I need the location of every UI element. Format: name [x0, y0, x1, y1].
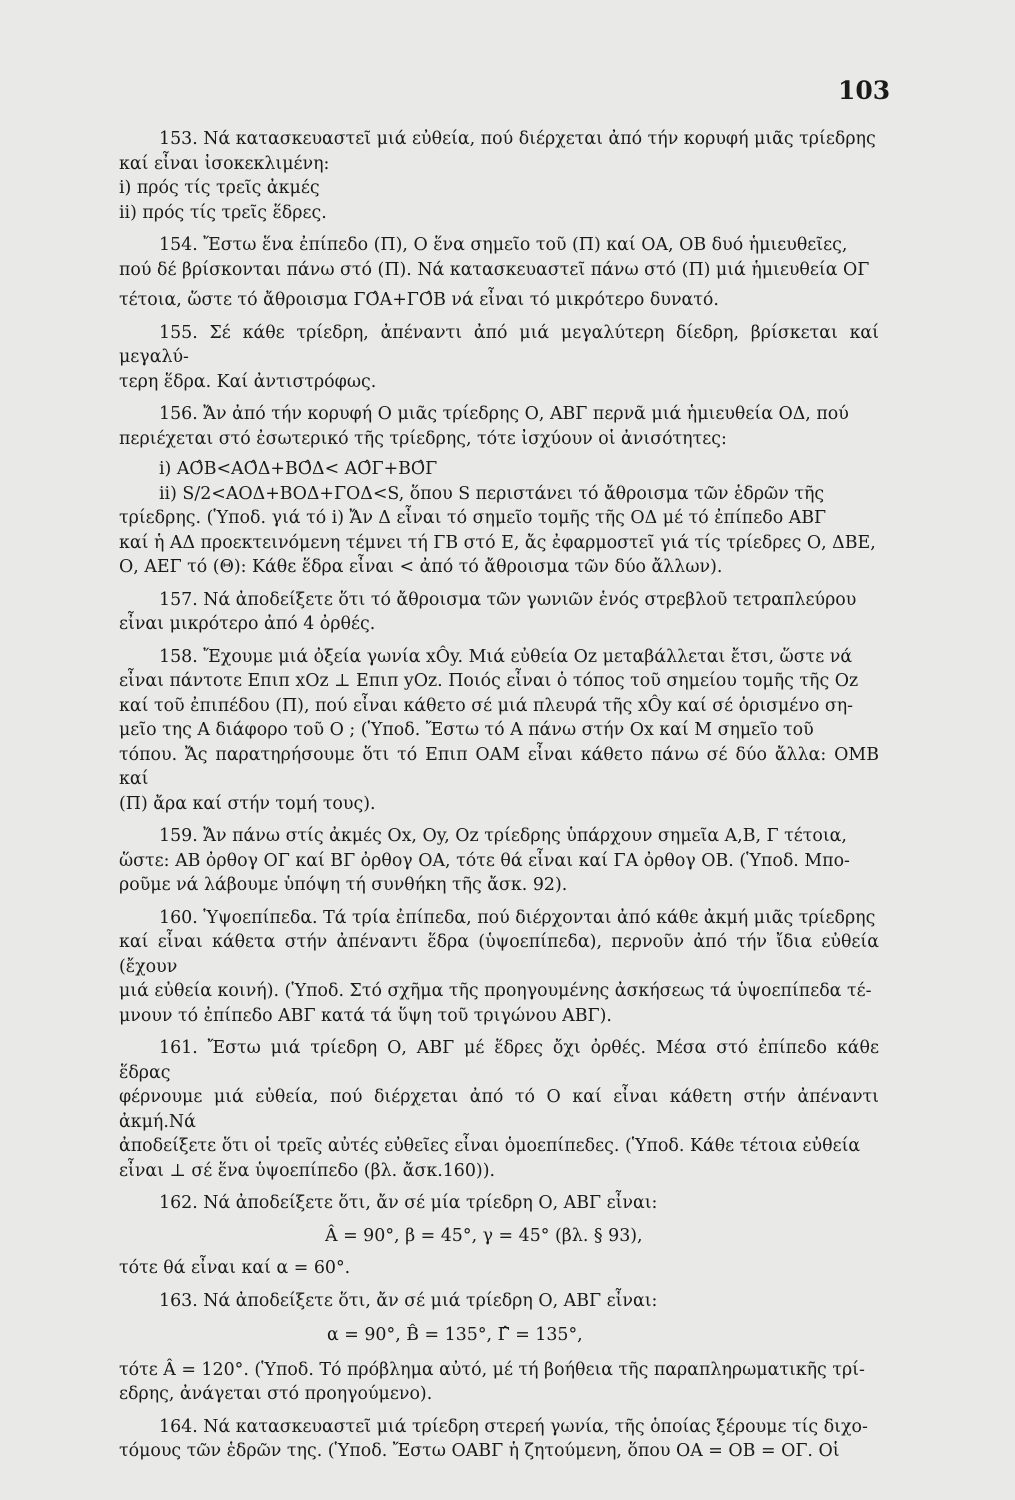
exercise-159 [119, 824, 879, 898]
exercise-163 [119, 1289, 879, 1407]
text-line: εἶναι πάντοτε Επιπ xOz ⊥ Επιπ yOz. Ποιός εἶναι ὁ τόπος τοῦ σημείου τομῆς τῆς Οz [119, 671, 859, 691]
text-line: 163. Νά ἀποδείξετε ὅτι, ἄν σέ μιά τρίεδρη Ο, ΑΒΓ εἶναι: [159, 1290, 658, 1311]
exercise-153 [119, 127, 879, 225]
text-line: 162. Νά ἀποδείξετε ὅτι, ἄν σέ μία τρίεδρη Ο, ΑΒΓ εἶναι: [159, 1193, 658, 1213]
text-line: ἀποδείξετε ὅτι οἱ τρεῖς αὐτές εὐθεῖες εἶναι ὁμοεπίπεδες. (Ὑποδ. Κάθε τέτοια εὐθεία [119, 1136, 861, 1156]
text-line: ὥστε: ΑΒ ὀρθογ ΟΓ καί ΒΓ ὀρθογ ΟΑ, τότε θά εἶναι καί ΓΑ ὀρθογ ΟΒ. (Ὑποδ. Μπο- [119, 850, 850, 871]
text-line: τόπου. Ἄς παρατηρήσουμε ὅτι τό Επιπ ΟΑΜ εἶναι κάθετο πάνω σέ δύο ἄλλα: ΟΜΒ καί [119, 744, 879, 789]
text-line: εἶναι μικρότερο ἀπό 4 ὀρθές. [119, 614, 376, 634]
text-line: (Π) ἄρα καί στήν τομή τους). [119, 793, 376, 814]
formula-line: Â = 90°, β = 45°, γ = 45° (βλ. § 93), [325, 1225, 643, 1246]
text-line: τερη ἕδρα. Καί ἀντιστρόφως. [119, 371, 377, 392]
text-line: 159. Ἄν πάνω στίς ἀκμές Οx, Οy, Οz τρίεδρης ὑπάρχουν σημεῖα Α,Β, Γ τέτοια, [159, 826, 847, 846]
text-line: 161. Ἔστω μιά τρίεδρη Ο, ΑΒΓ μέ ἕδρες ὄχι ὀρθές. Μέσα στό ἐπίπεδο κάθε ἕδρας [119, 1038, 879, 1083]
text-line: 157. Νά ἀποδείξετε ὅτι τό ἄθροισμα τῶν γωνιῶν ἑνός στρεβλοῦ τετραπλεύρου [159, 589, 857, 610]
formula-line: α = 90°, B̂ = 135°, Γ̂ = 135°, [327, 1325, 583, 1345]
text-line: καί τοῦ ἐπιπέδου (Π), πού εἶναι κάθετο σέ μιά πλευρά τῆς xÔy καί σέ ὁρισμένο ση- [119, 695, 854, 716]
text-line: 155. Σέ κάθε τρίεδρη, ἀπέναντι ἀπό μιά μεγαλύτερη δίεδρη, βρίσκεται καί μεγαλύ- [119, 322, 879, 367]
text-line: 154. Ἔστω ἕνα ἐπίπεδο (Π), Ο ἕνα σημεῖο τοῦ (Π) καί ΟΑ, ΟΒ δυό ἡμιευθεῖες, [159, 235, 848, 255]
exercise-list [119, 127, 879, 1472]
text-line: μνουν τό ἐπίπεδο ΑΒΓ κατά τά ὕψη τοῦ τριγώνου ΑΒΓ). [119, 1005, 612, 1026]
text-line: καί εἶναι κάθετα στήν ἀπέναντι ἕδρα (ὑψοεπίπεδα), περνοῦν ἀπό τήν ἴδια εὐθεία (ἔχουν [119, 932, 879, 977]
text-line: ροῦμε νά λάβουμε ὑπόψη τή συνθήκη τῆς ἄσκ. 92). [119, 875, 568, 895]
page-number: 103 [838, 76, 891, 105]
text-line: τόμους τῶν ἑδρῶν της. (Ὑποδ. Ἔστω ΟΑΒΓ ἡ ζητούμενη, ὅπου ΟΑ = ΟΒ = ΟΓ. Οἱ [119, 1441, 840, 1461]
text-line: περιέχεται στό ἐσωτερικό τῆς τρίεδρης, τότε ἰσχύουν οἱ ἀνισότητες: [119, 428, 727, 449]
text-line: τότε θά εἶναι καί α = 60°. [119, 1258, 351, 1278]
text-line: μιά εὐθεία κοινή). (Ὑποδ. Στό σχῆμα τῆς προηγουμένης ἀσκήσεως τά ὑψοεπίπεδα τέ- [119, 981, 872, 1001]
text-line: τέτοια, ὥστε τό ἄθροισμα ΓΟ̂Α+ΓΟ̂Β νά εἶναι τό μικρότερο δυνατό. [119, 290, 719, 310]
text-line: καί εἶναι ἰσοκεκλιμένη: [119, 153, 330, 174]
exercise-157 [119, 588, 879, 637]
text-line: εἶναι ⊥ σέ ἕνα ὑψοεπίπεδο (βλ. ἄσκ.160)). [119, 1160, 496, 1181]
text-line: φέρνουμε μιά εὐθεία, πού διέρχεται ἀπό τό Ο καί εἶναι κάθετη στήν ἀπέναντι ἀκμή.Νά [119, 1087, 879, 1132]
exercise-154 [119, 233, 879, 313]
exercise-158 [119, 645, 879, 817]
exercise-156 [119, 402, 879, 580]
text-line: 158. Ἔχουμε μιά ὀξεία γωνία xÔy. Μιά εὐθεία Οz μεταβάλλεται ἔτσι, ὥστε νά [159, 646, 853, 667]
text-line: 164. Νά κατασκευαστεῖ μιά τρίεδρη στερεή γωνία, τῆς ὁποίας ξέρουμε τίς διχο- [159, 1416, 868, 1437]
text-line: 153. Νά κατασκευαστεῖ μιά εὐθεία, πού διέρχεται ἀπό τήν κορυφή μιᾶς τρίεδρης [159, 129, 876, 149]
text-line: εδρης, ἀνάγεται στό προηγούμενο). [119, 1384, 433, 1404]
text-line: i) ΑΟ̂Β<ΑΟ̂Δ+ΒΟ̂Δ< ΑΟ̂Γ+ΒΟ̂Γ [159, 459, 438, 479]
text-line: τότε Â = 120°. (Ὑποδ. Τό πρόβλημα αὐτό, μέ τή βοήθεια τῆς παραπληρωματικῆς τρί- [119, 1359, 865, 1380]
text-line: ii) S/2<ΑΟΔ+ΒΟΔ+ΓΟΔ<S, ὅπου S περιστάνει τό ἄθροισμα τῶν ἑδρῶν τῆς [159, 483, 825, 504]
text-line: τρίεδρης. (Ὑποδ. γιά τό i) Ἄν Δ εἶναι τό σημεῖο τομῆς τῆς ΟΔ μέ τό ἐπίπεδο ΑΒΓ [119, 508, 827, 528]
text-line: 156. Ἄν ἀπό τήν κορυφή Ο μιᾶς τρίεδρης Ο, ΑΒΓ περνᾶ μιά ἡμιευθεία ΟΔ, πού [159, 404, 849, 424]
exercise-161 [119, 1036, 879, 1183]
text-line: πού δέ βρίσκονται πάνω στό (Π). Νά κατασκευαστεῖ πάνω στό (Π) μιά ἡμιευθεία ΟΓ [119, 259, 870, 280]
text-line: καί ἡ ΑΔ προεκτεινόμενη τέμνει τή ΓΒ στό Ε, ἄς ἐφαρμοστεῖ γιά τίς τρίεδρες Ο, ΔΒΕ, [119, 532, 876, 553]
text-line: 160. Ὑψοεπίπεδα. Τά τρία ἐπίπεδα, πού διέρχονται ἀπό κάθε ἀκμή μιᾶς τρίεδρης [159, 907, 876, 928]
text-line: ii) πρός τίς τρεῖς ἕδρες. [119, 202, 327, 223]
text-line: Ο, ΑΕΓ τό (Θ): Κάθε ἕδρα εἶναι < ἀπό τό ἄθροισμα τῶν δύο ἄλλων). [119, 557, 723, 577]
exercise-162 [119, 1191, 879, 1281]
exercise-155 [119, 321, 879, 395]
exercise-164 [119, 1415, 879, 1464]
text-line: μεῖο της Α διάφορο τοῦ Ο ; (Ὑποδ. Ἔστω τό Α πάνω στήν Οx καί Μ σημεῖο τοῦ [119, 720, 814, 740]
text-line: i) πρός τίς τρεῖς ἀκμές [119, 178, 320, 198]
exercise-160 [119, 906, 879, 1029]
